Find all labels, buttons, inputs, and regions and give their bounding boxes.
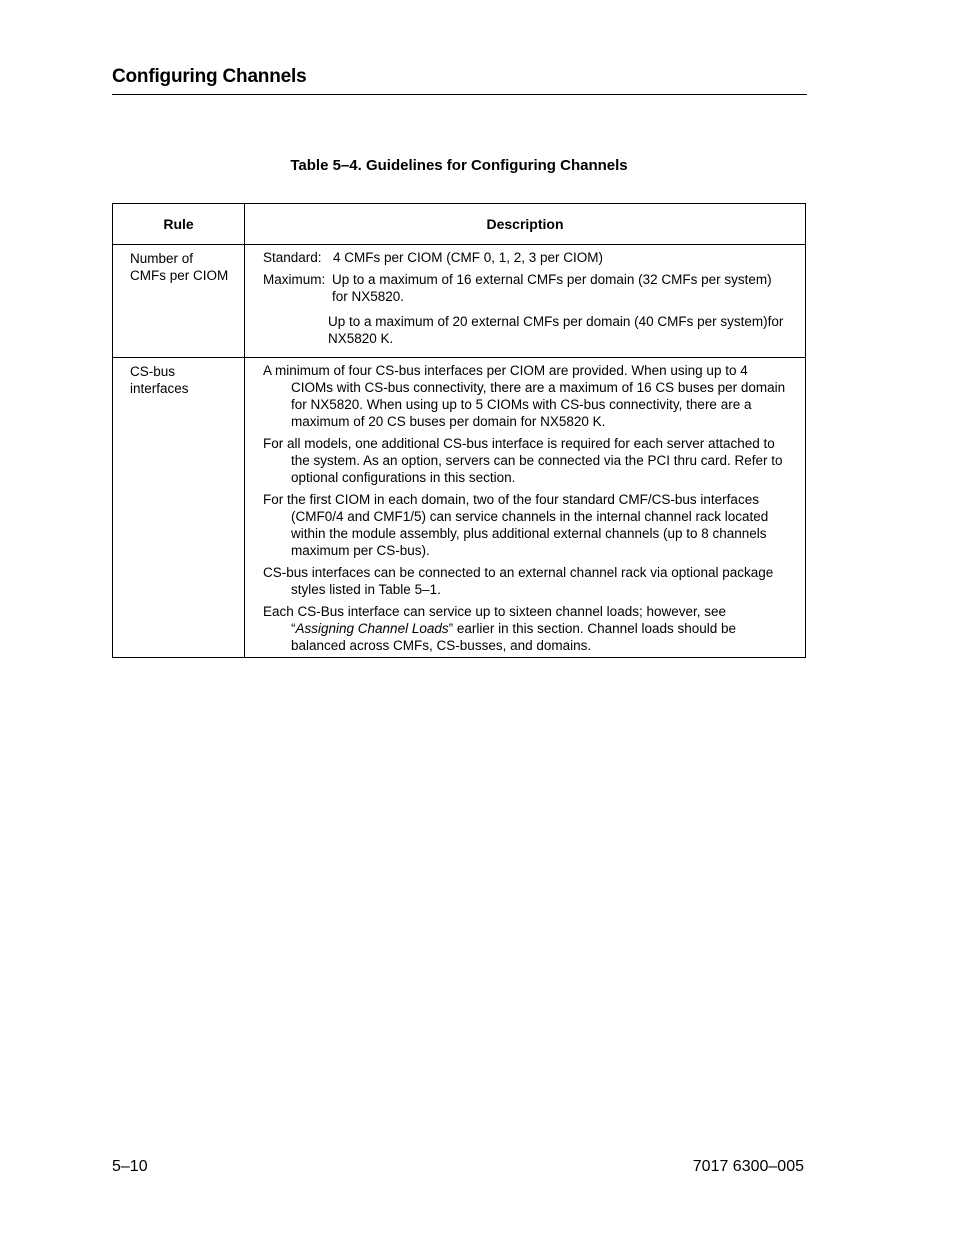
column-header-rule: Rule <box>113 204 245 245</box>
description-paragraph: A minimum of four CS-bus interfaces per CIOM are provided. When using up to 4 CIOMs with CS-bus connectivity, there are a maximum of 16 CS buses per domain for NX5820. When using up to 5 CIOMs with CS-bus connectivity, there are a maximum of 20 CS buses per domain for NX5820 K. <box>263 363 786 429</box>
maximum-row <box>263 271 789 305</box>
maximum-label: Maximum: <box>263 272 326 287</box>
maximum-text-k: Up to a maximum of 20 external CMFs per domain (40 CMFs per system)for NX5820 K. <box>328 314 784 346</box>
description-paragraph: For the first CIOM in each domain, two of the four standard CMF/CS-bus interfaces (CMF0/4 and CMF1/5) can service channels in the internal channel rack located within the module assembly, plus additional external channels (up to 8 channels maximum per CS-bus). <box>263 492 769 558</box>
table-row <box>113 358 806 658</box>
paragraph-text: ” earlier in this section. Channel loads should be balanced across CMFs, CS-busses, and domains. <box>291 621 737 653</box>
description-paragraph: For all models, one additional CS-bus interface is required for each server attached to the system. As an option, servers can be connected via the PCI thru card. Refer to optional configurations in this section. <box>263 436 783 485</box>
standard-text: 4 CMFs per CIOM (CMF 0, 1, 2, 3 per CIOM) <box>333 250 604 265</box>
table-header-row <box>113 204 806 245</box>
guidelines-table <box>112 203 806 658</box>
rule-text-line: interfaces <box>130 381 189 396</box>
cross-reference-title: Assigning Channel Loads <box>295 621 449 636</box>
description-cell <box>245 245 806 358</box>
page-number: 5–10 <box>112 1158 148 1175</box>
maximum-text: Up to a maximum of 16 external CMFs per domain (32 CMFs per system) for NX5820. <box>332 272 772 304</box>
rule-cell <box>113 358 245 658</box>
document-number: 7017 6300–005 <box>692 1158 804 1175</box>
table-caption: Table 5–4. Guidelines for Configuring Channels <box>290 157 628 174</box>
standard-label: Standard: <box>263 250 322 265</box>
page-header <box>112 66 807 95</box>
table-row <box>113 245 806 358</box>
rule-text-line: CMFs per CIOM <box>130 268 229 283</box>
paragraph-text: Each CS-Bus interface can service up to sixteen channel loads; however, see “ <box>263 604 727 636</box>
rule-text-line: Number of <box>130 251 194 266</box>
description-paragraph <box>263 603 789 654</box>
rule-cell <box>113 245 245 358</box>
standard-row <box>263 249 789 266</box>
column-header-description: Description <box>245 204 806 245</box>
page-title: Configuring Channels <box>112 66 307 87</box>
description-cell <box>245 358 806 658</box>
description-paragraph: CS-bus interfaces can be connected to an external channel rack via optional package styles listed in Table 5–1. <box>263 565 774 597</box>
rule-text-line: CS-bus <box>130 364 176 379</box>
